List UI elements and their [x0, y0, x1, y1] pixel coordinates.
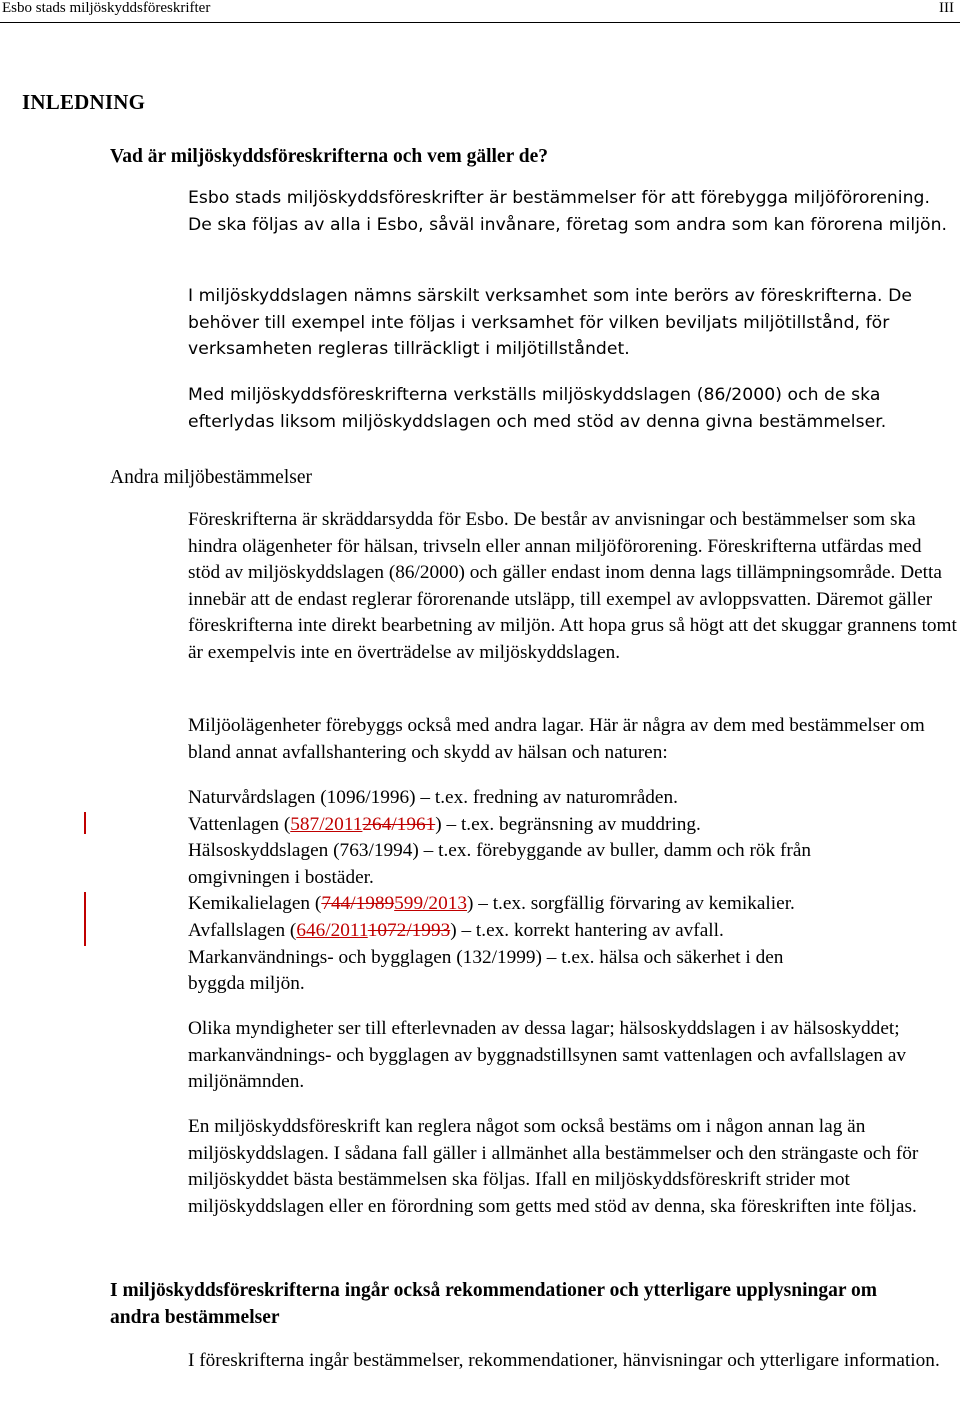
paragraph-contents: I föreskrifterna ingår bestämmelser, rekommendationer, hänvisningar och ytterligare information. [188, 1350, 940, 1371]
paragraph-conflicting-rules: En miljöskyddsföreskrift kan reglera något som också bestäms om i någon annan lag än miljöskyddslagen. I sådana fall gäller i allmänhet alla bestämmelser och den strängaste och för miljöskyddet bästa bestämmelsen ska följas. Ifall en miljöskyddsföreskrift strider mot miljöskyddslagen eller en förordning som getts med stöd av denna, ska föreskriften inte följas. [188, 1116, 919, 1217]
section-heading-what-are: Vad är miljöskyddsföreskrifterna och vem gäller de? [110, 146, 549, 167]
main-heading: INLEDNING [22, 90, 146, 114]
law-list [188, 785, 958, 998]
law-item-land-use-cont: byggda miljön. [188, 973, 305, 995]
header-document-title: Esbo stads miljöskyddsföreskrifter [2, 0, 211, 16]
section-heading-recommendations: I miljöskyddsföreskrifterna ingår också rekommendationer och ytterligare upplysningar om andra bestämmelser [110, 1280, 878, 1328]
revision-bar [84, 812, 86, 834]
deleted-text: 1072/1993 [367, 919, 451, 941]
law-item-nature-conservation: Naturvårdslagen (1096/1996) – t.ex. fredning av naturområden. [188, 787, 678, 808]
law-item-chemicals-act: Kemikalielagen (744/1989599/2013) – t.ex. sorgfällig förvaring av kemikalier. [188, 893, 795, 915]
law-item-water-act: Vattenlagen (587/2011264/1961) – t.ex. begränsning av muddring. [188, 813, 701, 835]
paragraph-authorities: Olika myndigheter ser till efterlevnaden av dessa lagar; hälsoskyddslagen i av hälsoskyddet; markanvändnings- och bygglagen av byggnadstillsynen samt vattenlagen och avfallslagen av miljönämnden. [188, 1018, 907, 1093]
deleted-text: 264/1961 [362, 813, 436, 835]
inserted-text: 587/2011 [290, 813, 363, 835]
law-item-health-protection: Hälsoskyddslagen (763/1994) – t.ex. förebyggande av buller, damm och rök från [188, 840, 812, 862]
inserted-text: 599/2013 [394, 893, 467, 915]
paragraph-tailored: Föreskrifterna är skräddarsydda för Esbo. De består av anvisningar och bestämmelser som ska hindra olägenheter för hälsan, trivseln eller annan miljöförorening. Föreskrifterna utfärdas med stöd av miljöskyddslagen (86/2000) och gäller endast inom denna lags tillämpningsområde. Detta innebär att de endast reglerar förorenande utsläpp, till exempel av avloppsvatten. Däremot gäller föreskrifterna inte direkt bearbetning av miljön. Att hopa grus så högt att det skuggar grannens tomt är exempelvis inte en överträdelse av miljöskyddslagen. [188, 509, 957, 663]
section-heading-other-regulations: Andra miljöbestämmelser [110, 467, 312, 488]
paragraph-other-laws: Miljöolägenheter förebyggs också med andra lagar. Här är några av dem med bestämmelser om bland annat avfallshantering och skydd av hälsan och naturen: [188, 715, 925, 763]
page-header [0, 0, 960, 23]
paragraph-exemptions: I miljöskyddslagen nämns särskilt verksamhet som inte berörs av föreskrifterna. De behöver till exempel inte följas i verksamhet för vilken beviljats miljötillstånd, för verksamheten regleras tillräckligt i miljötillståndet. [188, 286, 912, 360]
law-item-land-use: Markanvändnings- och bygglagen (132/1999) – t.ex. hälsa och säkerhet i den [188, 946, 784, 968]
inserted-text: 646/2011 [296, 919, 368, 941]
law-item-health-protection-cont: omgivningen i bostäder. [188, 866, 374, 888]
law-item-waste-act: Avfallslagen (646/20111072/1993) – t.ex. korrekt hantering av avfall. [188, 919, 724, 941]
paragraph-enforcement: Med miljöskyddsföreskrifterna verkställs miljöskyddslagen (86/2000) och de ska efterlydas liksom miljöskyddslagen och med stöd av denna givna bestämmelser. [188, 385, 887, 432]
revision-bar [84, 892, 86, 946]
header-page-number: III [939, 0, 954, 16]
deleted-text: 744/1989 [321, 893, 395, 915]
paragraph-intro: Esbo stads miljöskyddsföreskrifter är bestämmelser för att förebygga miljöförorening. De ska följas av alla i Esbo, såväl invånare, företag som andra som kan förorena miljön. [188, 188, 948, 235]
